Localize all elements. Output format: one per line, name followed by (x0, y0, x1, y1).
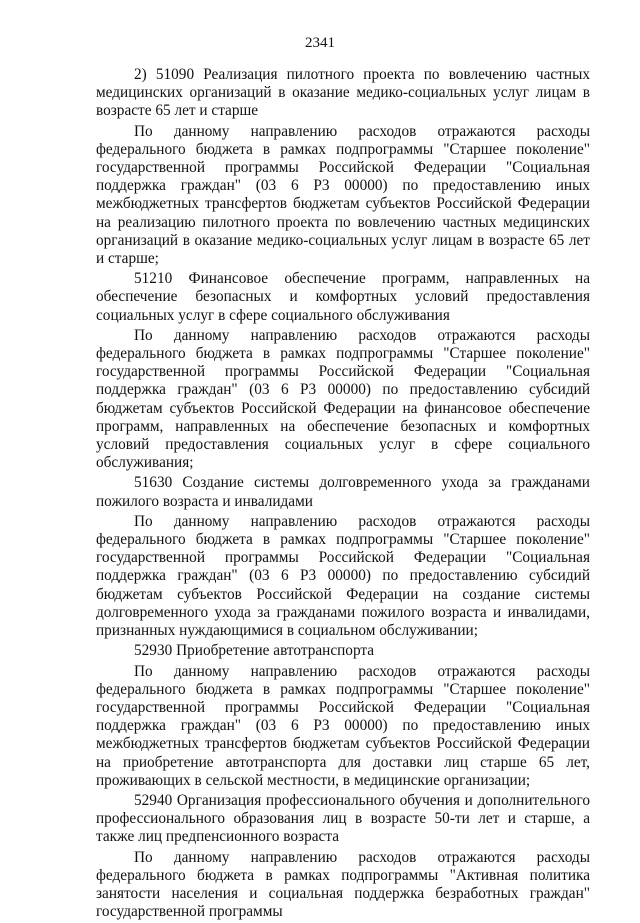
paragraph-52940-description: По данному направлению расходов отражаются расходы федерального бюджета в рамках подпрограммы "Активная политика занятости населения и социальная поддержка безработных граждан" государственной программы (96, 848, 590, 921)
paragraph-51630-description: По данному направлению расходов отражаются расходы федерального бюджета в рамках подпрограммы "Старшее поколение" государственной программы Российской Федерации "Социальная поддержка граждан" (03 6 Р3 00000) по предоставлению субсидий бюджетам субъектов Российской Федерации на создание системы долговременного ухода за гражданами пожилого возраста и инвалидами, признанных нуждающимися в социальном обслуживании; (96, 512, 590, 640)
paragraph-52930-description: По данному направлению расходов отражаются расходы федерального бюджета в рамках подпрограммы "Старшее поколение" государственной программы Российской Федерации "Социальная поддержка граждан" (03 6 Р3 00000) по предоставлению иных межбюджетных трансфертов бюджетам субъектов Российской Федерации на приобретение автотранспорта для доставки лиц старше 65 лет, проживающих в сельской местности, в медицинские организации; (96, 662, 590, 789)
paragraph-51210-description: По данному направлению расходов отражаются расходы федерального бюджета в рамках подпрограммы "Старшее поколение" государственной программы Российской Федерации "Социальная поддержка граждан" (03 6 Р3 00000) по предоставлению субсидий бюджетам субъектов Российской Федерации на финансовое обеспечение программ, направленных на обеспечение безопасных и комфортных условий предоставления социальных услуг в сфере социального обслуживания; (96, 326, 590, 472)
paragraph-52930-heading: 52930 Приобретение автотранспорта (134, 642, 375, 660)
paragraph-51090-description: По данному направлению расходов отражаются расходы федерального бюджета в рамках подпрограммы "Старшее поколение" государственной программы Российской Федерации "Социальная поддержка граждан" (03 6 Р3 00000) по предоставлению иных межбюджетных трансфертов бюджетам субъектов Российской Федерации на реализацию пилотного проекта по вовлечению частных медицинских организаций в оказание медико-социальных услуг лицам в возрасте 65 лет и старше; (96, 122, 590, 268)
paragraph-52940-heading: 52940 Организация профессионального обучения и дополнительного профессионального образования лиц в возрасте 50-ти лет и старше, а также лиц предпенсионного возраста (96, 791, 590, 846)
paragraph-51210-heading: 51210 Финансовое обеспечение программ, направленных на обеспечение безопасных и комфортных условий предоставления социальных услуг в сфере социального обслуживания (96, 270, 590, 324)
document-body (96, 66, 590, 923)
paragraph-51090-heading: 2) 51090 Реализация пилотного проекта по вовлечению частных медицинских организаций в оказание медико-социальных услуг лицам в возрасте 65 лет и старше (96, 66, 590, 120)
page-number: 2341 (305, 35, 335, 51)
paragraph-51630-heading: 51630 Создание системы долговременного ухода за гражданами пожилого возраста и инвалидами (96, 474, 590, 510)
